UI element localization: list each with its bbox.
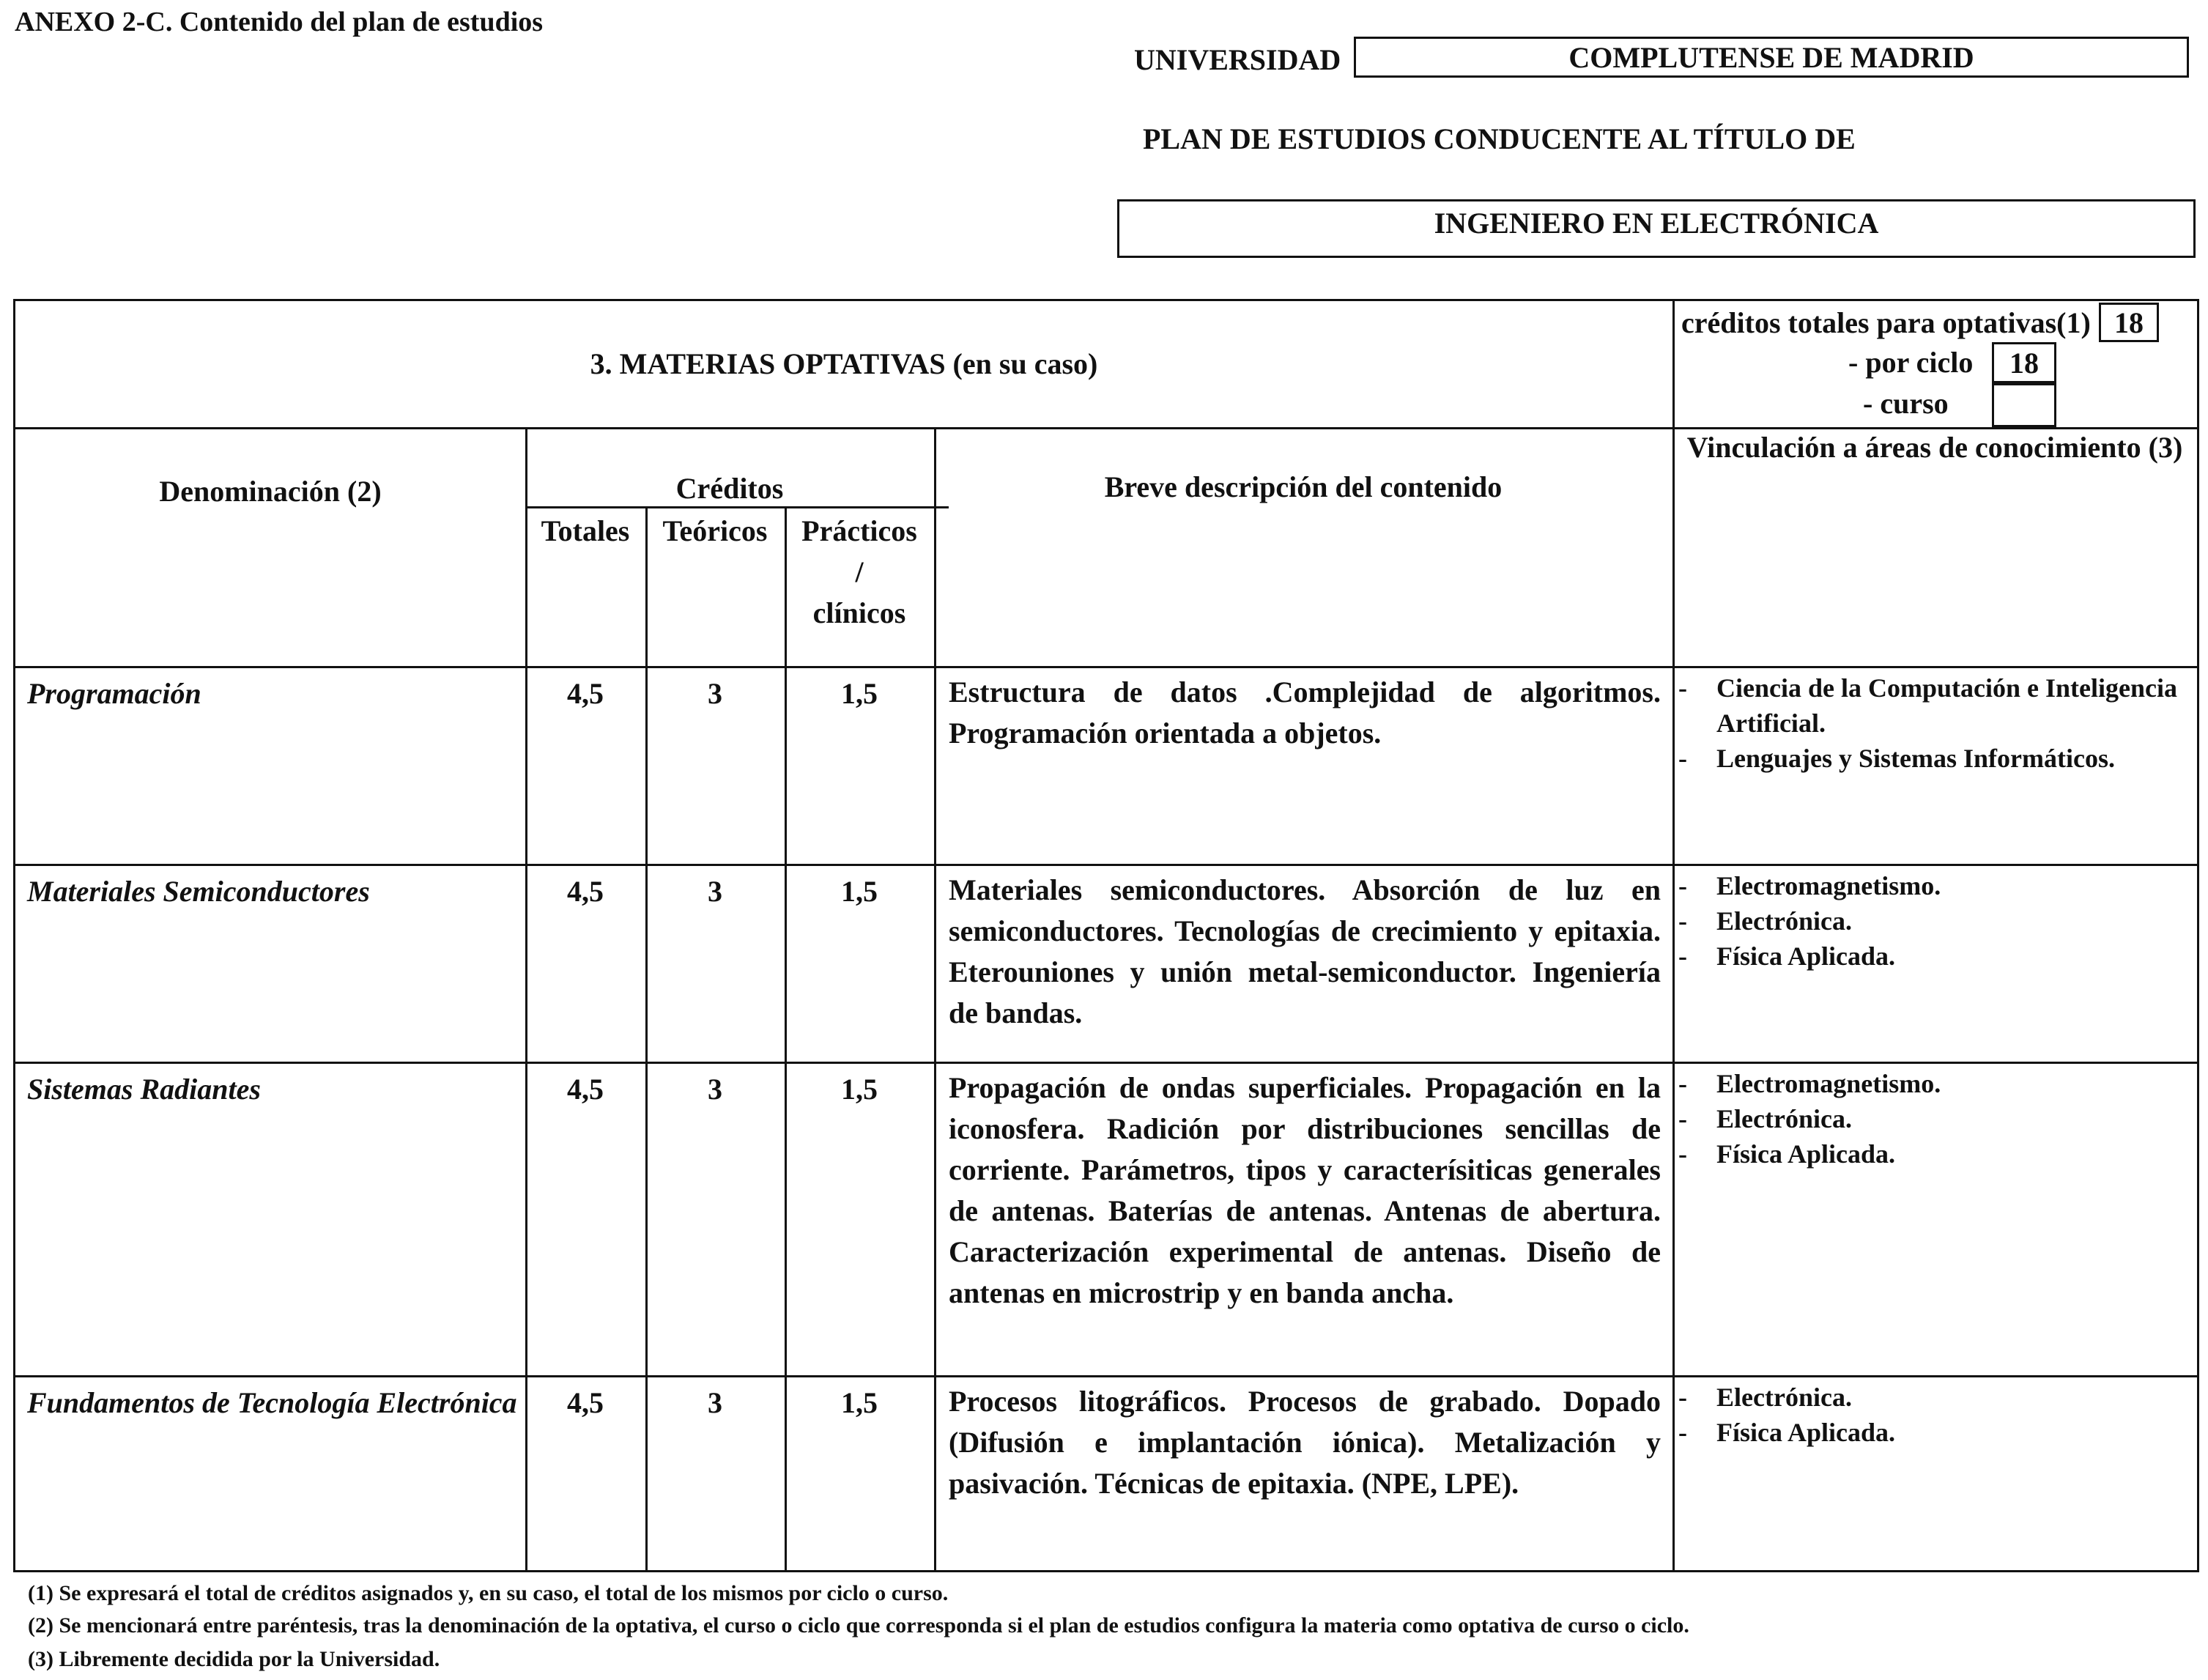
- area-item: - Electrónica.: [1674, 1380, 2187, 1415]
- column-header-credits: Créditos: [675, 472, 784, 505]
- subject-name: Fundamentos de Tecnología Electrónica: [27, 1386, 517, 1419]
- credits-practice: 1,5: [841, 1386, 878, 1419]
- credits-theory: 3: [708, 1073, 722, 1106]
- subject-description: Materiales semiconductores. Absorción de luz en semiconductores. Tecnologías de crecimiento y epitaxia. Eterouniones y unión metal-semiconductor. Ingeniería de bandas.: [949, 873, 1661, 1029]
- credits-totals: 4,5: [567, 677, 604, 710]
- subject-description: Estructura de datos .Complejidad de algoritmos. Programación orientada a objetos.: [949, 676, 1661, 750]
- knowledge-areas: [1674, 1380, 2187, 1450]
- annex-title: ANEXO 2-C. Contenido del plan de estudios: [15, 7, 544, 37]
- subject-name: Programación: [27, 677, 201, 710]
- divider: [934, 427, 936, 1570]
- credits-totals: 4,5: [567, 1386, 604, 1419]
- knowledge-areas: [1674, 670, 2187, 776]
- credits-theory: 3: [708, 1386, 722, 1419]
- column-header-areas: Vinculación a áreas de conocimiento (3): [1686, 431, 2183, 464]
- credits-practice: 1,5: [841, 875, 878, 908]
- total-credits-value: 18: [2114, 306, 2144, 339]
- total-credits-label: créditos totales para optativas(1): [1681, 306, 2091, 339]
- divider: [15, 864, 2197, 866]
- subject-description: Procesos litográficos. Procesos de grabado. Dopado (Difusión e implantación iónica). Metalización y pasivación. Técnicas de epitaxia. (NPE, LPE).: [949, 1385, 1661, 1500]
- footnote-2: (2) Se mencionará entre paréntesis, tras la denominación de la optativa, el curso o ciclo que corresponda si el plan de estudios configura la materia como optativa de curso o ciclo.: [28, 1613, 1689, 1638]
- practice-line-1: Prácticos: [801, 514, 917, 547]
- subject-description: Propagación de ondas superficiales. Propagación en la iconosfera. Radición por distribuciones sencillas de corriente. Parámetros, tipos y caracterísiticas generales de antenas. Baterías de antenas. Antenas de abertura. Caracterización experimental de antenas. Diseño de antenas en microstrip y en banda ancha.: [949, 1071, 1661, 1309]
- practice-line-3: clínicos: [812, 596, 906, 629]
- column-header-totals: Totales: [541, 514, 630, 547]
- credits-totals: 4,5: [567, 875, 604, 908]
- footnote-1: (1) Se expresará el total de créditos asignados y, en su caso, el total de los mismos por ciclo o curso.: [28, 1581, 949, 1605]
- subject-name: Materiales Semiconductores: [27, 875, 370, 908]
- area-item: - Electrónica.: [1674, 903, 2187, 939]
- area-item: - Física Aplicada.: [1674, 939, 2187, 974]
- total-credits-box: [2099, 303, 2159, 342]
- divider: [15, 1375, 2197, 1377]
- column-header-practice: [785, 511, 934, 634]
- credits-practice: 1,5: [841, 677, 878, 710]
- plan-label: PLAN DE ESTUDIOS CONDUCENTE AL TÍTULO DE: [1143, 122, 1856, 155]
- column-header-description: Breve descripción del contenido: [1104, 470, 1503, 503]
- credits-theory: 3: [708, 677, 722, 710]
- university-name-box: [1354, 37, 2189, 78]
- per-course-label: - curso: [1863, 387, 1949, 420]
- knowledge-areas: [1674, 868, 2187, 974]
- university-name: COMPLUTENSE DE MADRID: [1568, 40, 1974, 74]
- degree-title: INGENIERO EN ELECTRÓNICA: [1434, 207, 1879, 240]
- column-header-theory: Teóricos: [662, 514, 768, 547]
- column-header-name: Denominación (2): [159, 475, 382, 508]
- per-cycle-label: - por ciclo: [1848, 346, 1974, 379]
- knowledge-areas: [1674, 1066, 2187, 1172]
- credits-theory: 3: [708, 875, 722, 908]
- optional-subjects-table: [13, 299, 2199, 1572]
- per-cycle-value: 18: [2009, 346, 2039, 380]
- area-item: - Física Aplicada.: [1674, 1415, 2187, 1450]
- area-item: - Electrónica.: [1674, 1101, 2187, 1136]
- area-item: - Electromagnetismo.: [1674, 1066, 2187, 1101]
- section-title: 3. MATERIAS OPTATIVAS (en su caso): [590, 347, 1098, 380]
- credits-totals: 4,5: [567, 1073, 604, 1106]
- area-item: - Ciencia de la Computación e Inteligencia Artificial.: [1674, 670, 2187, 741]
- per-cycle-box: [1992, 342, 2056, 383]
- divider: [15, 1062, 2197, 1064]
- area-item: - Lenguajes y Sistemas Informáticos.: [1674, 741, 2187, 776]
- divider: [15, 666, 2197, 668]
- subject-name: Sistemas Radiantes: [27, 1073, 261, 1106]
- degree-title-box: [1117, 199, 2196, 258]
- university-label: UNIVERSIDAD: [1134, 43, 1341, 76]
- practice-line-2: /: [855, 555, 864, 588]
- footnote-3: (3) Libremente decidida por la Universidad.: [28, 1647, 440, 1671]
- area-item: - Física Aplicada.: [1674, 1136, 2187, 1172]
- per-course-box: [1992, 383, 2056, 427]
- credits-practice: 1,5: [841, 1073, 878, 1106]
- area-item: - Electromagnetismo.: [1674, 868, 2187, 903]
